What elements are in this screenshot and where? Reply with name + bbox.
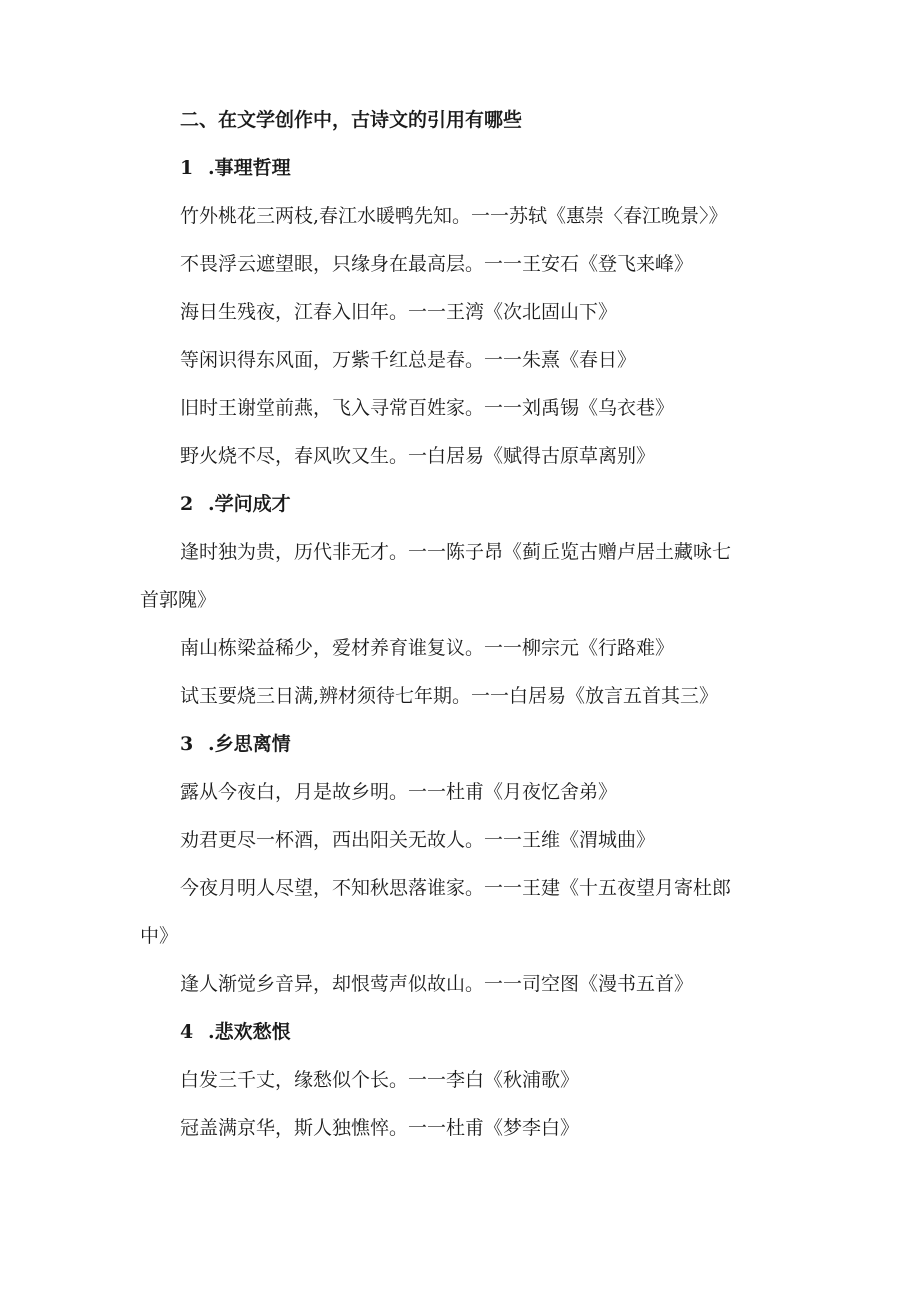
poem-line: 野火烧不尽，春风吹又生。一白居易《赋得古原草离别》 xyxy=(180,445,656,467)
poem-line: 劝君更尽一杯酒，西出阳关无故人。一一王维《渭城曲》 xyxy=(180,829,656,851)
poem-line: 白发三千丈，缘愁似个长。一一李白《秋浦歌》 xyxy=(180,1069,580,1091)
poem-line: 冠盖满京华，斯人独憔悴。一一杜甫《梦李白》 xyxy=(180,1117,580,1139)
poem-line: 试玉要烧三日满,辨材须待七年期。一一白居易《放言五首其三》 xyxy=(180,685,719,707)
poem-line: 逢时独为贵，历代非无才。一一陈子昂《蓟丘览古赠卢居土藏咏七 xyxy=(180,541,732,563)
section-heading-3 xyxy=(140,720,780,768)
section-number: 4 xyxy=(180,1021,194,1043)
document-title: 二、在文学创作中，古诗文的引用有哪些 xyxy=(180,109,523,131)
poem-line: 露从今夜白，月是故乡明。一一杜甫《月夜忆舍弟》 xyxy=(180,781,618,803)
poem-line-continued: 首郭隗》 xyxy=(140,589,217,611)
poem-line: 竹外桃花三两枝,春江水暖鸭先知。一一苏轼《惠崇〈春江晚景〉》 xyxy=(180,205,728,227)
section-number: 3 xyxy=(180,733,194,755)
section-heading-2 xyxy=(140,480,780,528)
poem-line: 南山栋梁益稀少，爱材养育谁复议。一一柳宗元《行路难》 xyxy=(180,637,675,659)
section-title: .学问成才 xyxy=(208,493,291,515)
section-number: 1 xyxy=(180,157,194,179)
section-title: .事理哲理 xyxy=(208,157,291,179)
section-title: .乡思离情 xyxy=(208,733,291,755)
poem-line: 不畏浮云遮望眼，只缘身在最高层。一一王安石《登飞来峰》 xyxy=(180,253,694,275)
poem-line: 等闲识得东风面，万紫千红总是春。一一朱熹《春日》 xyxy=(180,349,637,371)
poem-line: 逢人渐觉乡音异，却恨莺声似故山。一一司空图《漫书五首》 xyxy=(180,973,694,995)
poem-line: 今夜月明人尽望，不知秋思落谁家。一一王建《十五夜望月寄杜郎 xyxy=(180,877,732,899)
poem-line: 海日生残夜，江春入旧年。一一王湾《次北固山下》 xyxy=(180,301,618,323)
section-number: 2 xyxy=(180,493,194,515)
document-body xyxy=(140,96,780,1152)
poem-line-continued: 中》 xyxy=(140,925,179,947)
section-heading-4 xyxy=(140,1008,780,1056)
section-title: .悲欢愁恨 xyxy=(208,1021,291,1043)
poem-line: 旧时王谢堂前燕，飞入寻常百姓家。一一刘禹锡《乌衣巷》 xyxy=(180,397,675,419)
section-heading-1 xyxy=(140,144,780,192)
